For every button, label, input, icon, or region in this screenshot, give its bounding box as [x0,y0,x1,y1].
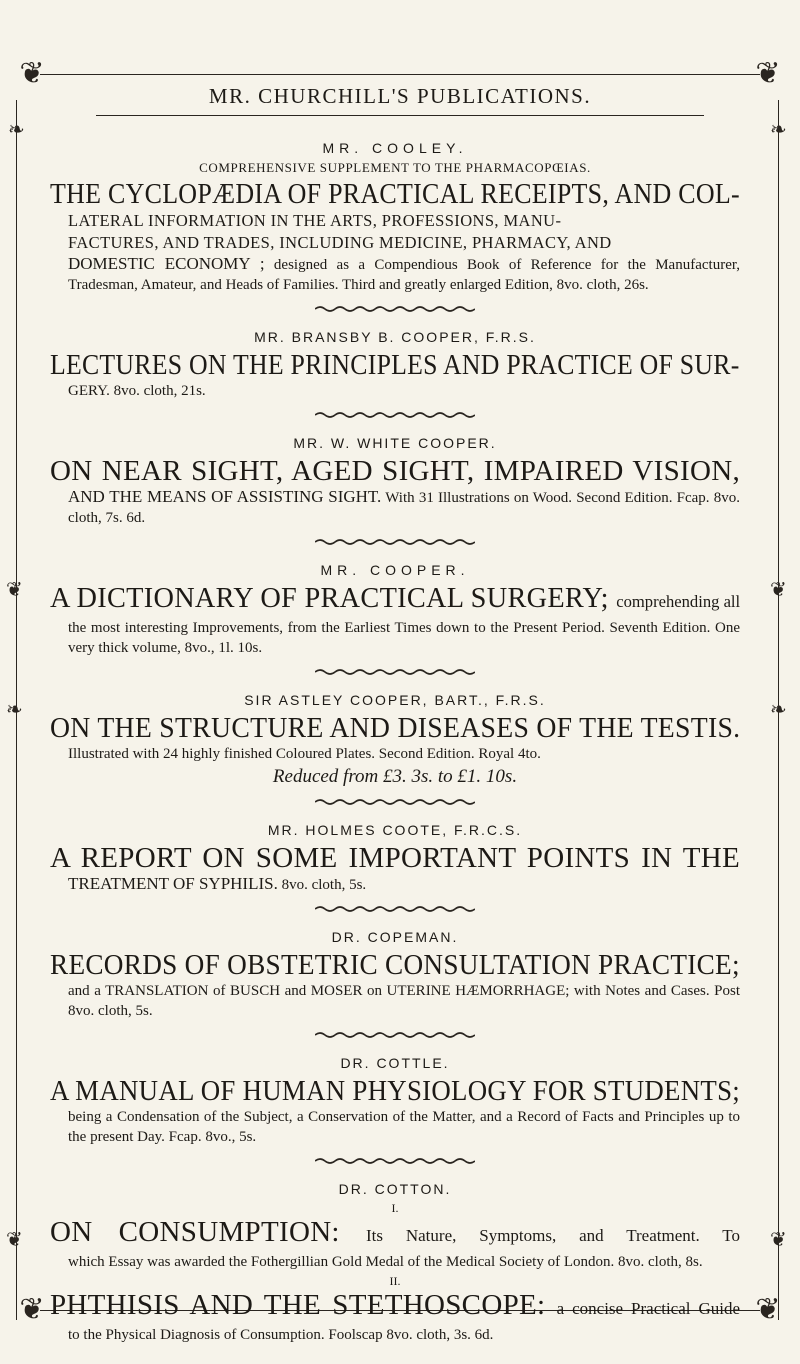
entry-subtitle: COMPREHENSIVE SUPPLEMENT TO THE PHARMACOPŒIAS. [199,160,591,175]
author-name: DR. COTTON. [338,1181,452,1197]
entry-title: PHTHISIS AND THE STETHOSCOPE: a concise Practical Guide [50,1289,740,1321]
entry-title: ON THE STRUCTURE AND DISEASES OF THE TESTIS. [50,712,741,744]
side-ornament-icon: ❧ [770,699,787,721]
part-numeral: I. [391,1201,399,1215]
author-name: MR. BRANSBY B. COOPER, F.R.S. [254,329,536,345]
author-name: SIR ASTLEY COOPER, BART., F.R.S. [244,692,546,708]
squiggle-divider-icon [315,305,475,313]
corner-flourish-icon: ❦ [755,1293,781,1326]
entry-description: which Essay was awarded the Fothergillian Gold Medal of the Medical Society of London. 8vo. cloth, 8s. [68,1254,703,1270]
entry-title: ON CONSUMPTION: Its Nature, Symptoms, and Treatment. To [50,1216,740,1248]
side-ornament-icon: ❦ [770,1229,787,1251]
entry-description: and a TRANSLATION of BUSCH and MOSER on UTERINE HÆMORRHAGE; with Notes and Cases. Post 8vo. cloth, 5s. [68,983,740,1019]
entry-description: GERY. 8vo. cloth, 21s. [68,383,206,399]
side-ornament-icon: ❧ [8,119,25,141]
title-continuation: LATERAL INFORMATION IN THE ARTS, PROFESSIONS, MANU- [68,211,562,230]
entry-cottle [50,1055,740,1165]
author-name: MR. COOPER. [320,562,470,578]
entry-title: A REPORT ON SOME IMPORTANT POINTS IN THE [50,842,740,874]
entry-description: Illustrated with 24 highly finished Coloured Plates. Second Edition. Royal 4to. [68,746,541,762]
corner-flourish-icon: ❦ [19,57,45,90]
entry-copeman [50,929,740,1039]
entry-description: AND THE MEANS OF ASSISTING SIGHT. With 31 Illustrations on Wood. Second Edition. Fcap. 8vo. cloth, 7s. 6d. [68,487,741,526]
title-continuation: FACTURES, AND TRADES, INCLUDING MEDICINE, PHARMACY, AND [68,233,612,252]
entry-description: being a Condensation of the Subject, a Conservation of the Matter, and a Record of Facts and Principles up to the present Day. Fcap. 8vo., 5s. [68,1109,740,1145]
squiggle-divider-icon [315,668,475,676]
running-head: MR. CHURCHILL'S PUBLICATIONS. [208,84,592,108]
corner-flourish-icon: ❦ [19,1293,45,1326]
author-name: DR. COPEMAN. [331,929,459,945]
entry-description: to the Physical Diagnosis of Consumption. Foolscap 8vo. cloth, 3s. 6d. [68,1327,494,1343]
side-ornament-icon: ❧ [770,119,787,141]
entry-cooper-dictionary [50,562,740,676]
squiggle-divider-icon [315,798,475,806]
entry-title: A MANUAL OF HUMAN PHYSIOLOGY FOR STUDENTS; [50,1075,741,1107]
author-name: MR. COOLEY. [322,140,468,156]
squiggle-divider-icon [315,1157,475,1165]
side-ornament-icon: ❦ [6,1229,23,1251]
entry-cotton [50,1181,740,1345]
author-name: DR. COTTLE. [340,1055,450,1071]
squiggle-divider-icon [315,1031,475,1039]
entry-cooley [50,140,740,313]
entry-astley-cooper [50,692,740,806]
entry-holmes-coote [50,822,740,913]
side-ornament-icon: ❦ [770,579,787,601]
entry-description: the most interesting Improvements, from the Earliest Times down to the Present Period. Seventh Edition. One very thick volume, 8vo., 1l. 10s. [68,620,740,656]
author-name: MR. HOLMES COOTE, F.R.C.S. [267,822,523,838]
entry-description: DOMESTIC ECONOMY ; designed as a Compendious Book of Reference for the Manufacturer, Tradesman, Amateur, and Heads of Families. Third and greatly enlarged Edition, 8vo. cloth, 26s. [68,254,740,293]
header-underline-rule [96,115,704,116]
author-name: MR. W. WHITE COOPER. [293,435,497,451]
corner-flourish-icon: ❦ [755,57,781,90]
entries-list [50,140,740,1345]
squiggle-divider-icon [315,905,475,913]
part-numeral: II. [389,1274,401,1288]
entry-white-cooper [50,435,740,546]
squiggle-divider-icon [315,538,475,546]
squiggle-divider-icon [315,411,475,419]
top-border-rule [40,74,760,75]
entry-title: ON NEAR SIGHT, AGED SIGHT, IMPAIRED VISION, [50,455,740,487]
entry-title: A DICTIONARY OF PRACTICAL SURGERY; comprehending all [50,582,741,614]
entry-title: RECORDS OF OBSTETRIC CONSULTATION PRACTICE; [50,949,740,981]
side-ornament-icon: ❦ [6,579,23,601]
reduced-price: Reduced from £3. 3s. to £1. 10s. [272,766,518,787]
entry-title: THE CYCLOPÆDIA OF PRACTICAL RECEIPTS, AND COL- [50,178,740,210]
entry-title: LECTURES ON THE PRINCIPLES AND PRACTICE OF SUR- [50,349,740,381]
title-continuation: DOMESTIC ECONOMY ; [68,254,265,273]
entry-description: TREATMENT OF SYPHILIS. 8vo. cloth, 5s. [68,874,367,893]
entry-bransby-cooper [50,329,740,419]
side-ornament-icon: ❧ [6,699,23,721]
